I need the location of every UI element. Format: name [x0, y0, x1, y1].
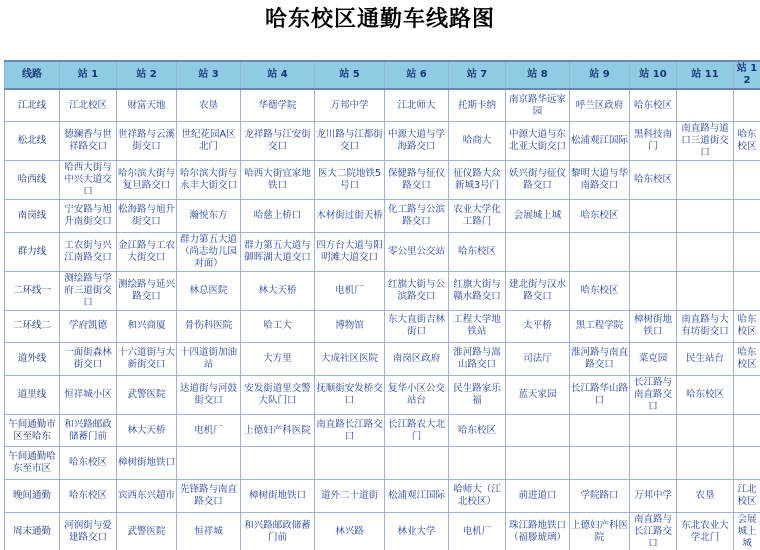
header-line: 线路 — [5, 61, 60, 89]
station-cell: 道外二十道街 — [315, 480, 385, 513]
line-name-cell: 道里线 — [5, 375, 60, 414]
station-cell: 世纪花园A区北门 — [177, 122, 241, 161]
station-cell: 中源大道与学海路交口 — [385, 122, 449, 161]
station-cell: 江北师大 — [385, 89, 449, 122]
line-name-cell: 二环线二 — [5, 310, 60, 343]
station-cell: 菜克园 — [630, 343, 677, 376]
station-cell: 保健路与征仪路交口 — [385, 161, 449, 200]
station-cell: 哈东校区 — [734, 310, 760, 343]
station-cell: 建北街与汉水路交口 — [506, 271, 570, 310]
station-cell: 化工路与公滨路交口 — [385, 200, 449, 233]
station-cell: 瀚悦东方 — [177, 200, 241, 233]
station-cell: 一面街森林街交口 — [60, 343, 117, 376]
station-cell: 呼兰区政府 — [570, 89, 630, 122]
station-cell: 松海路与旭升街交口 — [117, 200, 177, 233]
station-cell — [177, 447, 241, 480]
line-name-cell: 哈西线 — [5, 161, 60, 200]
station-cell: 红旗大街与赣水路交口 — [449, 271, 506, 310]
header-station-4: 站 4 — [241, 61, 315, 89]
station-cell: 民生站台 — [677, 343, 734, 376]
station-cell: 十四道街加油站 — [177, 343, 241, 376]
station-cell — [449, 447, 506, 480]
station-cell: 电机厂 — [449, 512, 506, 550]
station-cell: 樟树街地铁口 — [241, 480, 315, 513]
station-cell: 哈商大 — [449, 122, 506, 161]
station-cell: 零公里公交站 — [385, 232, 449, 271]
station-cell — [630, 447, 677, 480]
station-cell: 群力第五大道与御晖湖大道交口 — [241, 232, 315, 271]
station-cell: 哈东校区 — [734, 343, 760, 376]
station-cell: 和兴路邮政储蓄门前 — [241, 512, 315, 550]
header-station-7: 站 7 — [449, 61, 506, 89]
station-cell: 中源大道与东北亚大街交口 — [506, 122, 570, 161]
station-cell: 樟树街地铁口 — [630, 310, 677, 343]
station-cell: 哈东校区 — [449, 232, 506, 271]
header-station-1: 站 1 — [60, 61, 117, 89]
station-cell: 哈西大街宜家地铁口 — [241, 161, 315, 200]
station-cell: 电机厂 — [315, 271, 385, 310]
station-cell — [677, 89, 734, 122]
station-cell: 南直路与大有坊街交口 — [677, 310, 734, 343]
station-cell: 农业大学化工路门 — [449, 200, 506, 233]
station-cell: 长江路华山路口 — [570, 375, 630, 414]
station-cell: 抚顺街安发桥交口 — [315, 375, 385, 414]
station-cell — [677, 200, 734, 233]
station-cell: 四方台大道与阳明滩大道交口 — [315, 232, 385, 271]
station-cell: 先锋路与南直路交口 — [177, 480, 241, 513]
station-cell: 宁安路与旭升南街交口 — [60, 200, 117, 233]
header-station-9: 站 9 — [570, 61, 630, 89]
station-cell: 南京路华远家园 — [506, 89, 570, 122]
station-cell: 前进道口 — [506, 480, 570, 513]
station-cell: 武警医院 — [117, 512, 177, 550]
station-cell: 武警医院 — [117, 375, 177, 414]
station-cell: 会展城上城 — [734, 512, 760, 550]
station-cell — [734, 89, 760, 122]
station-cell: 民生路家乐福 — [449, 375, 506, 414]
station-cell — [734, 375, 760, 414]
station-cell: 哈尔滨大街与复旦路交口 — [117, 161, 177, 200]
station-cell — [241, 447, 315, 480]
station-cell: 学府凯德 — [60, 310, 117, 343]
station-cell: 复华小区公交站台 — [385, 375, 449, 414]
header-station-10: 站 10 — [630, 61, 677, 89]
station-cell — [506, 232, 570, 271]
line-name-cell: 群力线 — [5, 232, 60, 271]
table-row — [5, 375, 760, 414]
station-cell: 哈东校区 — [570, 271, 630, 310]
header-station-6: 站 6 — [385, 61, 449, 89]
station-cell: 淮河路与南直路交口 — [570, 343, 630, 376]
station-cell: 十六道街与大新街交口 — [117, 343, 177, 376]
station-cell: 上德妇产科医院 — [570, 512, 630, 550]
station-cell — [734, 271, 760, 310]
station-cell: 大成社区医院 — [315, 343, 385, 376]
station-cell: 江北校区 — [60, 89, 117, 122]
table-row — [5, 447, 760, 480]
station-cell: 工程大学地铁站 — [449, 310, 506, 343]
station-cell: 哈东校区 — [449, 414, 506, 447]
station-cell — [315, 447, 385, 480]
station-cell: 长江路农大北门 — [385, 414, 449, 447]
station-cell: 长江路与南直路交口 — [630, 375, 677, 414]
station-cell: 樟树街地铁口 — [117, 447, 177, 480]
station-cell — [570, 447, 630, 480]
station-cell: 司法厅 — [506, 343, 570, 376]
table-row — [5, 232, 760, 271]
line-name-cell: 二环线一 — [5, 271, 60, 310]
station-cell: 万邦中学 — [315, 89, 385, 122]
station-cell: 农垦 — [177, 89, 241, 122]
station-cell — [630, 271, 677, 310]
station-cell: 会展城上城 — [506, 200, 570, 233]
station-cell: 东北农业大学北门 — [677, 512, 734, 550]
station-cell: 哈西大街与中兴大道交口 — [60, 161, 117, 200]
table-row — [5, 161, 760, 200]
station-cell — [734, 161, 760, 200]
station-cell: 黎明大道与华南路交口 — [570, 161, 630, 200]
header-station-5: 站 5 — [315, 61, 385, 89]
station-cell: 财富天地 — [117, 89, 177, 122]
station-cell — [385, 447, 449, 480]
station-cell: 哈东校区 — [677, 375, 734, 414]
page-title: 哈东校区通勤车线路图 — [264, 7, 495, 32]
station-cell — [630, 200, 677, 233]
header-row — [5, 61, 760, 89]
station-cell: 学院路口 — [570, 480, 630, 513]
station-cell: 农垦 — [677, 480, 734, 513]
station-cell: 南岗区政府 — [385, 343, 449, 376]
station-cell: 医大二院地铁5号口 — [315, 161, 385, 200]
table-row — [5, 310, 760, 343]
table-row — [5, 89, 760, 122]
header-station-2: 站 2 — [117, 61, 177, 89]
line-name-cell: 午间通勤市区至哈东 — [5, 414, 60, 447]
station-cell: 南直路与道口三道街交口 — [677, 122, 734, 161]
table-row — [5, 480, 760, 513]
station-cell — [677, 414, 734, 447]
table-body — [5, 89, 760, 550]
header-station-3: 站 3 — [177, 61, 241, 89]
station-cell: 测绘路与延兴路交口 — [117, 271, 177, 310]
station-cell — [630, 414, 677, 447]
station-cell: 哈慈上桥口 — [241, 200, 315, 233]
station-cell: 哈东校区 — [570, 200, 630, 233]
station-cell — [734, 232, 760, 271]
station-cell: 德澜香与世祥路交口 — [60, 122, 117, 161]
station-cell: 林兴路 — [315, 512, 385, 550]
header-station-11: 站 11 — [677, 61, 734, 89]
station-cell — [677, 271, 734, 310]
station-cell: 宾西东兴超市 — [117, 480, 177, 513]
station-cell: 世祥路与云溪街交口 — [117, 122, 177, 161]
station-cell: 达道街与河鼓街交口 — [177, 375, 241, 414]
station-cell — [570, 414, 630, 447]
table-row — [5, 512, 760, 550]
station-cell: 测绘路与学府三道街交口 — [60, 271, 117, 310]
station-cell: 哈东校区 — [630, 161, 677, 200]
station-cell: 黑科技南门 — [630, 122, 677, 161]
header-station-8: 站 8 — [506, 61, 570, 89]
station-cell: 珠江路地铁口（福滕琥璃） — [506, 512, 570, 550]
station-cell: 龙祥路与江安街交口 — [241, 122, 315, 161]
station-cell: 蓝天家园 — [506, 375, 570, 414]
station-cell: 华德学院 — [241, 89, 315, 122]
station-cell — [734, 414, 760, 447]
route-table — [4, 60, 760, 550]
station-cell: 林大天桥 — [117, 414, 177, 447]
station-cell: 电机厂 — [177, 414, 241, 447]
station-cell: 哈东校区 — [60, 447, 117, 480]
station-cell: 万邦中学 — [630, 480, 677, 513]
station-cell: 群力第五大道（尚志幼儿园对面） — [177, 232, 241, 271]
table-row — [5, 414, 760, 447]
station-cell: 托斯卡纳 — [449, 89, 506, 122]
station-cell: 哈师大（江北校区） — [449, 480, 506, 513]
station-cell — [734, 200, 760, 233]
station-cell — [630, 232, 677, 271]
station-cell: 南直路长江路交口 — [315, 414, 385, 447]
station-cell — [506, 414, 570, 447]
station-cell: 哈东校区 — [734, 122, 760, 161]
line-name-cell: 松北线 — [5, 122, 60, 161]
station-cell: 哈尔滨大街与永丰大街交口 — [177, 161, 241, 200]
station-cell: 大方里 — [241, 343, 315, 376]
table-row — [5, 122, 760, 161]
station-cell: 工农街与兴江南路交口 — [60, 232, 117, 271]
station-cell — [506, 447, 570, 480]
station-cell: 哈东校区 — [60, 480, 117, 513]
station-cell: 林业大学 — [385, 512, 449, 550]
line-name-cell: 道外线 — [5, 343, 60, 376]
station-cell: 征仪路大众新城3号门 — [449, 161, 506, 200]
station-cell — [677, 447, 734, 480]
line-name-cell: 晚间通勤 — [5, 480, 60, 513]
station-cell: 和兴商厦 — [117, 310, 177, 343]
station-cell: 东大直街吉林街口 — [385, 310, 449, 343]
station-cell: 林总医院 — [177, 271, 241, 310]
station-cell: 金江路与工农大街交口 — [117, 232, 177, 271]
station-cell: 松浦观江国际 — [570, 122, 630, 161]
station-cell — [734, 447, 760, 480]
station-cell: 妖兴街与征仪路交口 — [506, 161, 570, 200]
station-cell: 恒祥城小区 — [60, 375, 117, 414]
station-cell — [677, 232, 734, 271]
table-row — [5, 343, 760, 376]
station-cell: 哈工大 — [241, 310, 315, 343]
table-row — [5, 200, 760, 233]
station-cell: 上德妇产科医院 — [241, 414, 315, 447]
line-name-cell: 周末通勤 — [5, 512, 60, 550]
station-cell — [570, 232, 630, 271]
station-cell: 龙川路与江都街交口 — [315, 122, 385, 161]
line-name-cell: 午间通勤哈东至市区 — [5, 447, 60, 480]
station-cell: 黑工程学院 — [570, 310, 630, 343]
station-cell — [677, 161, 734, 200]
station-cell: 和兴路邮政储蓄门前 — [60, 414, 117, 447]
station-cell: 河润街与爱建路交口 — [60, 512, 117, 550]
station-cell: 恒祥城 — [177, 512, 241, 550]
station-cell: 松浦观江国际 — [385, 480, 449, 513]
station-cell: 木材街过街天桥 — [315, 200, 385, 233]
station-cell: 哈东校区 — [630, 89, 677, 122]
station-cell: 太平桥 — [506, 310, 570, 343]
station-cell: 江北校区 — [734, 480, 760, 513]
station-cell: 骨伤科医院 — [177, 310, 241, 343]
station-cell: 淮河路与嵩山路交口 — [449, 343, 506, 376]
line-name-cell: 南岗线 — [5, 200, 60, 233]
table-row — [5, 271, 760, 310]
station-cell: 安发街道里交警大队门口 — [241, 375, 315, 414]
station-cell: 红旗大街与公滨路交口 — [385, 271, 449, 310]
station-cell: 博物馆 — [315, 310, 385, 343]
header-station-12: 站 12 — [734, 61, 760, 89]
line-name-cell: 江北线 — [5, 89, 60, 122]
station-cell: 林大天桥 — [241, 271, 315, 310]
station-cell: 南直路与长江路交口 — [630, 512, 677, 550]
